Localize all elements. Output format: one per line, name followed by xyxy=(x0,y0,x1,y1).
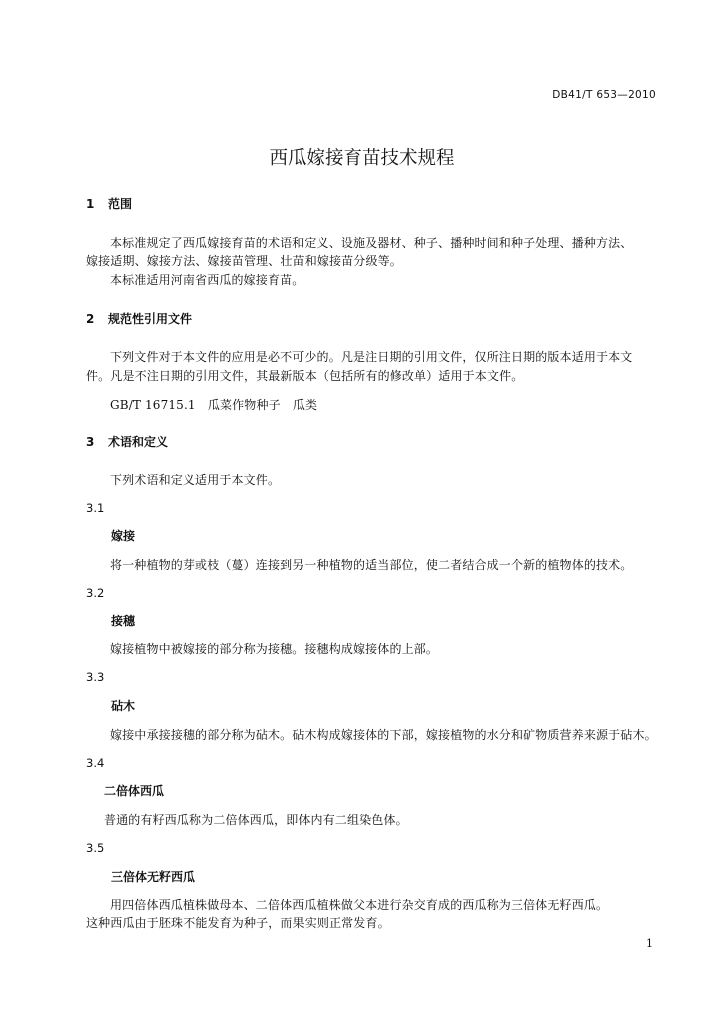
section-number: 2 xyxy=(86,312,95,326)
term-title: 二倍体西瓜 xyxy=(104,784,165,798)
term-definition-line: 用四倍体西瓜植株做母本、二倍体西瓜植株做父本进行杂交育成的西瓜称为三倍体无籽西瓜。 xyxy=(110,898,609,912)
paragraph-line: 下列文件对于本文件的应用是必不可少的。凡是注日期的引用文件，仅所注日期的版本适用于本文 xyxy=(110,350,633,364)
paragraph-line: 本标准适用河南省西瓜的嫁接育苗。 xyxy=(110,273,305,287)
term-definition: 嫁接中承接接穗的部分称为砧木。砧木构成嫁接体的下部，嫁接植物的水分和矿物质营养来源于砧木。 xyxy=(110,728,657,742)
section-heading-3 xyxy=(86,433,168,450)
term-title: 嫁接 xyxy=(111,529,136,543)
term-definition: 普通的有籽西瓜称为二倍体西瓜，即体内有二组染色体。 xyxy=(104,813,408,827)
term-definition-line: 这种西瓜由于胚珠不能发育为种子，而果实则正常发育。 xyxy=(86,916,390,930)
normative-reference: GB/T 16715.1 瓜菜作物种子 瓜类 xyxy=(110,398,318,412)
paragraph-line: 下列术语和定义适用于本文件。 xyxy=(110,473,281,487)
term-number: 3.5 xyxy=(86,841,105,855)
section-heading-2 xyxy=(86,310,192,327)
term-title: 三倍体无籽西瓜 xyxy=(111,870,196,884)
section-title: 术语和定义 xyxy=(108,435,169,449)
term-definition: 将一种植物的芽或枝（蔓）连接到另一种植物的适当部位，使二者结合成一个新的植物体的技术。 xyxy=(110,558,633,572)
section-title: 规范性引用文件 xyxy=(108,312,193,326)
term-title: 砧木 xyxy=(111,699,136,713)
term-number: 3.1 xyxy=(86,501,105,515)
term-number: 3.2 xyxy=(86,586,105,600)
section-title: 范围 xyxy=(108,197,133,211)
term-number: 3.3 xyxy=(86,670,105,684)
term-title: 接穗 xyxy=(111,614,136,628)
section-number: 1 xyxy=(86,197,95,211)
paragraph-line: 嫁接适期、嫁接方法、嫁接苗管理、壮苗和嫁接苗分级等。 xyxy=(86,254,402,268)
page-number: 1 xyxy=(646,937,653,950)
standard-code: DB41/T 653—2010 xyxy=(552,89,656,101)
paragraph-line: 本标准规定了西瓜嫁接育苗的术语和定义、设施及器材、种子、播种时间和种子处理、播种方法、 xyxy=(110,236,633,250)
section-number: 3 xyxy=(86,435,95,449)
term-definition: 嫁接植物中被嫁接的部分称为接穗。接穗构成嫁接体的上部。 xyxy=(110,642,439,656)
document-title: 西瓜嫁接育苗技术规程 xyxy=(269,148,455,169)
term-number: 3.4 xyxy=(86,756,105,770)
paragraph-line: 件。凡是不注日期的引用文件，其最新版本（包括所有的修改单）适用于本文件。 xyxy=(86,369,524,383)
section-heading-1 xyxy=(86,195,132,212)
